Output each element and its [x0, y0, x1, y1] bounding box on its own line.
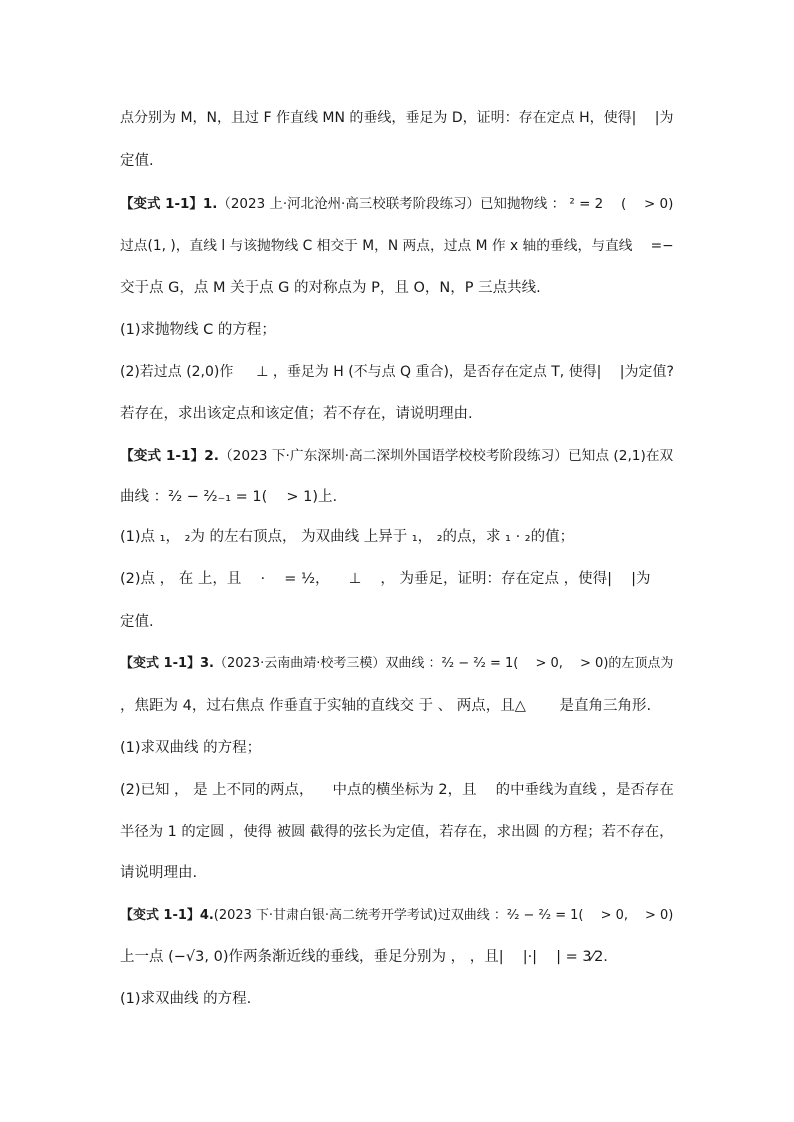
- text-line: (1)点 ₁， ₂为 的左右顶点， 为双曲线 上异于 ₁， ₂的点，求 ₁ · ₂的值；: [120, 529, 575, 545]
- text-line: 过点(1, )，直线 l 与该抛物线 C 相交于 M，N 两点，过点 M 作 x 轴的垂线，与直线 =−: [120, 238, 674, 254]
- text-line: 半径为 1 的定圆 ，使得 被圆 截得的弦长为定值，若存在，求出圆 的方程；若不存在，: [120, 824, 674, 840]
- text-line: (1)求双曲线 的方程.: [120, 991, 252, 1007]
- text-line: ，焦距为 4，过右焦点 作垂直于实轴的直线交 于 、 两点，且△ 是直角三角形.: [120, 698, 652, 714]
- text-line: 点分别为 M，N，且过 F 作直线 MN 的垂线，垂足为 D，证明：存在定点 H，使得| |为: [120, 110, 674, 126]
- text-line: (1)求抛物线 C 的方程；: [120, 322, 276, 338]
- text-line: 交于点 G，点 M 关于点 G 的对称点为 P，且 O，N，P 三点共线.: [120, 280, 541, 296]
- variant-label: 【变式 1-1】4.: [120, 908, 214, 923]
- text-line: 定值.: [120, 614, 154, 630]
- problem-4-line: 【变式 1-1】4.(2023 下·甘肃白银·高二统考开学考试)过双曲线 ：²⁄₂ − ²⁄₂ = 1( > 0, > 0): [120, 908, 674, 923]
- text-line: (2)若过点 (2,0)作 ⊥ ，垂足为 H (不与点 Q 重合)，是否存在定点 T, 使得| |为定值?: [120, 364, 674, 380]
- problem-2-line: 【变式 1-1】2.（2023 下·广东深圳·高二深圳外国语学校校考阶段练习）已知点 (2,1)在双: [120, 448, 674, 464]
- text-line: (2)已知 ， 是 上不同的两点， 中点的横坐标为 2，且 的中垂线为直线 ，是否存在: [120, 782, 674, 798]
- text-line: 请说明理由.: [120, 865, 198, 881]
- variant-label: 【变式 1-1】2.: [120, 448, 219, 464]
- variant-label: 【变式 1-1】1.: [120, 196, 218, 212]
- text-line: 曲线 ：²⁄₂ − ²⁄₂₋₁ = 1( > 1)上.: [120, 489, 338, 505]
- text-line: 定值.: [120, 153, 154, 169]
- text-line: (2)点 ， 在 上，且 · = ½， ⊥ ， 为垂足，证明：存在定点 ，使得| |为: [120, 571, 651, 587]
- problem-3-line: 【变式 1-1】3.（2023·云南曲靖·校考三模）双曲线 ：²⁄₂ − ²⁄₂ = 1( > 0, > 0)的左顶点为: [120, 656, 674, 671]
- variant-label: 【变式 1-1】3.: [120, 656, 214, 671]
- text-line: 若存在，求出该定点和该定值；若不存在，请说明理由.: [120, 406, 473, 422]
- text-line: 上一点 (−√3, 0)作两条渐近线的垂线，垂足分别为 ， ，且| |·| | = 3⁄2.: [120, 949, 608, 965]
- text-line: (1)求双曲线 的方程；: [120, 740, 262, 756]
- problem-1-line: 【变式 1-1】1.（2023 上·河北沧州·高三校联考阶段练习）已知抛物线 ： ² = 2 ( > 0): [120, 196, 674, 212]
